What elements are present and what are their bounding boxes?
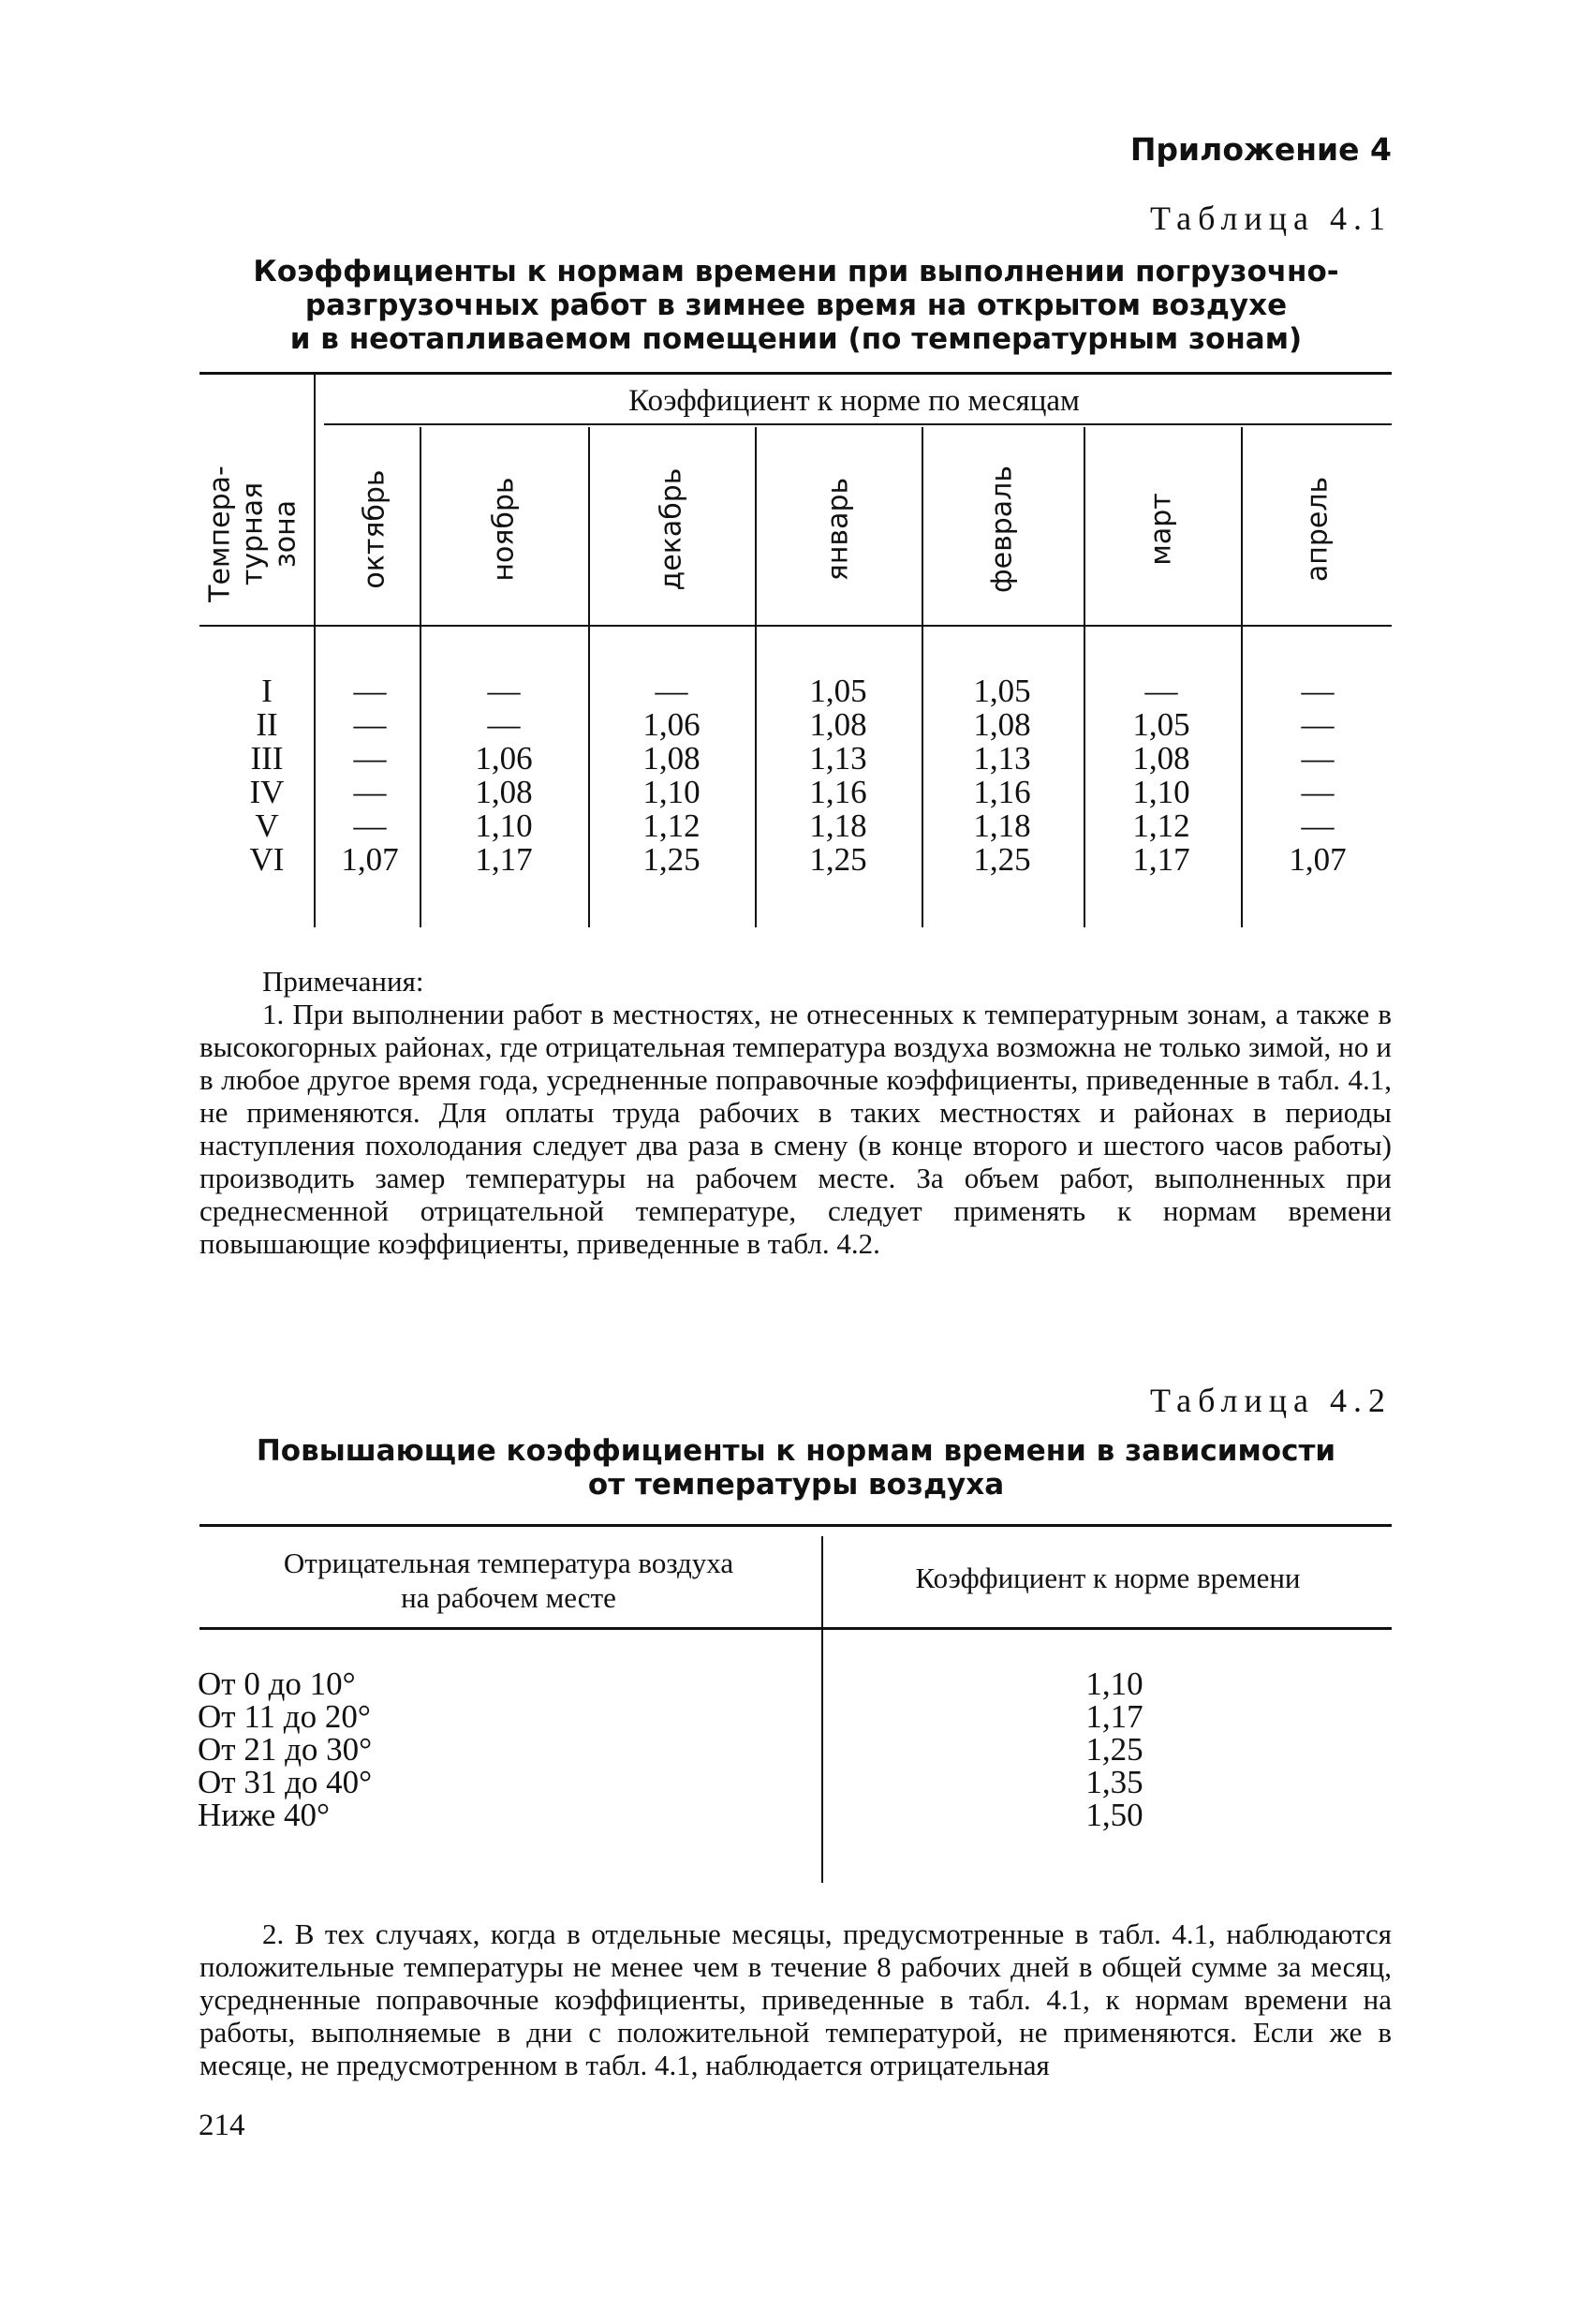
table-4-1-label: Таблица 4.1 <box>1150 200 1392 237</box>
month-header-february: февраль <box>985 465 1019 594</box>
cell: 1,13 <box>809 740 867 777</box>
header-line: на рабочем месте <box>401 1581 616 1614</box>
cell: 1,07 <box>1289 841 1347 878</box>
cell: 1,07 <box>341 841 399 878</box>
cell: 1,10 <box>1132 774 1190 810</box>
coefficient-value: 1,50 <box>1085 1797 1143 1833</box>
march-values <box>1110 674 1213 877</box>
note-1: 1. При выполнении работ в местностях, не отнесенных к температурным зонам, а также в высокогорных районах, где отрицательная температура воздуха возможна не только зимой, но и в любое другое время года, усредненные поправочные коэффициенты, приведенные в табл. 4.1, не применяются. Для оплаты труда рабочих в таких местностях и районах в периоды наступления похолодания следует два раза в смену (в конце второго и шестого часов работы) производить замер температуры на рабочем месте. За объем работ, выполненных при среднесменной отрицательной температуре, следует применять к нормам времени повышающие коэффициенты, приведенные в табл. 4.2. <box>199 998 1392 1260</box>
cell: 1,05 <box>809 673 867 709</box>
cell: 1,08 <box>475 774 533 810</box>
november-values <box>452 674 555 877</box>
cell: 1,08 <box>1132 740 1190 777</box>
cell: — <box>353 740 387 777</box>
december-values <box>620 674 723 877</box>
paragraph-2: 2. В тех случаях, когда в отдельные месяцы, предусмотренные в табл. 4.1, наблюдаются положительные температуры не менее чем в течение 8 рабочих дней в общей сумме за месяц, усредненные поправочные коэффициенты, приведенные в табл. 4.1, к нормам времени на работы, выполняемые в дни с положительной температурой, не применяются. Если же в месяце, не предусмотренном в табл. 4.1, наблюдается отрицательная <box>199 1917 1392 2081</box>
cell: 1,06 <box>475 740 533 777</box>
cell: 1,12 <box>642 807 701 844</box>
cell: — <box>655 673 688 709</box>
cell: 1,10 <box>475 807 533 844</box>
zone-label: II <box>256 706 278 743</box>
cell: 1,18 <box>973 807 1031 844</box>
cell: 1,12 <box>1132 807 1190 844</box>
table-4-2-title-line: Повышающие коэффициенты к нормам времени в зависимости <box>256 1434 1336 1468</box>
zone-label: V <box>255 807 279 844</box>
table-4-2-label: Таблица 4.2 <box>1150 1382 1392 1419</box>
coefficient-list <box>1068 1667 1161 1831</box>
cell: 1,10 <box>642 774 701 810</box>
zone-header-line: зона <box>269 499 302 569</box>
temperature-range: От 31 до 40° <box>198 1764 373 1800</box>
cell: — <box>1301 706 1335 743</box>
col-divider <box>755 427 757 927</box>
cell: 1,17 <box>1132 841 1190 878</box>
cell: 1,25 <box>642 841 701 878</box>
cell: 1,08 <box>809 706 867 743</box>
table-4-2-title-line: от температуры воздуха <box>587 1468 1005 1502</box>
group-header-rule <box>324 423 1392 425</box>
cell: 1,08 <box>973 706 1031 743</box>
zone-label: III <box>250 740 284 777</box>
col-divider <box>922 427 923 927</box>
col-divider <box>588 427 590 927</box>
group-header: Коэффициент к норме по месяцам <box>628 384 1080 418</box>
cell: 1,17 <box>475 841 533 878</box>
header-bottom-rule <box>199 1627 1392 1630</box>
temperature-range: От 0 до 10° <box>198 1665 356 1702</box>
cell: 1,16 <box>973 774 1031 810</box>
month-header-december: декабрь <box>655 467 688 591</box>
table-4-1-title <box>201 255 1391 356</box>
col-divider <box>1241 427 1243 927</box>
month-header-october: октябрь <box>358 469 391 589</box>
zone-header-line: турная <box>236 481 270 586</box>
table-top-rule <box>199 372 1392 375</box>
month-header-november: ноябрь <box>487 477 521 582</box>
cell: — <box>1301 740 1335 777</box>
cell: 1,05 <box>1132 706 1190 743</box>
zone-label: I <box>261 673 273 709</box>
coefficient-value: 1,35 <box>1085 1764 1143 1800</box>
coefficient-value: 1,10 <box>1085 1665 1143 1702</box>
appendix-heading: Приложение 4 <box>1129 131 1392 168</box>
cell: 1,05 <box>973 673 1031 709</box>
coefficient-value: 1,17 <box>1085 1698 1143 1735</box>
cell: — <box>1301 673 1335 709</box>
temperature-list <box>198 1667 372 1831</box>
month-header-january: январь <box>821 477 855 582</box>
table-top-rule <box>199 1524 1392 1527</box>
temperature-range: От 21 до 30° <box>198 1731 373 1768</box>
cell: — <box>487 706 521 743</box>
february-values <box>951 674 1054 877</box>
col-divider <box>1084 427 1085 927</box>
cell: — <box>1301 807 1335 844</box>
temperature-range: Ниже 40° <box>198 1797 331 1833</box>
month-header-april: апрель <box>1301 476 1335 583</box>
cell: — <box>1301 774 1335 810</box>
month-header-march: март <box>1144 493 1178 566</box>
zone-label: IV <box>249 774 285 810</box>
cell: — <box>353 774 387 810</box>
table-4-1-title-line: Коэффициенты к нормам времени при выполнении погрузочно- <box>253 255 1339 289</box>
cell: 1,25 <box>973 841 1031 878</box>
cell: 1,25 <box>809 841 867 878</box>
cell: 1,08 <box>642 740 701 777</box>
zone-column-header <box>204 466 302 602</box>
cell: 1,06 <box>642 706 701 743</box>
temperature-range: От 11 до 20° <box>198 1698 371 1735</box>
table-4-1-title-line: и в неотапливаемом помещении (по температурным зонам) <box>289 322 1303 356</box>
january-values <box>787 674 890 877</box>
coefficient-column-header: Коэффициент к норме времени <box>915 1562 1301 1594</box>
table-4-2-title <box>201 1434 1391 1502</box>
header-bottom-rule <box>199 625 1392 627</box>
cell: 1,13 <box>973 740 1031 777</box>
cell: — <box>353 706 387 743</box>
coefficient-value: 1,25 <box>1085 1731 1143 1768</box>
october-values <box>318 674 421 877</box>
page-number: 214 <box>199 2109 245 2142</box>
zone-divider <box>314 375 316 927</box>
zone-list <box>229 674 304 877</box>
cell: — <box>353 673 387 709</box>
notes-heading: Примечания: <box>262 965 424 998</box>
table-4-1-title-line: разгрузочных работ в зимнее время на открытом воздухе <box>304 289 1288 322</box>
temperature-column-header <box>199 1546 818 1615</box>
notes-section <box>199 965 1392 1260</box>
cell: — <box>1144 673 1178 709</box>
cell: 1,18 <box>809 807 867 844</box>
zone-header-line: Темпера- <box>203 466 237 602</box>
cell: 1,16 <box>809 774 867 810</box>
col-divider <box>821 1536 823 1883</box>
cell: — <box>353 807 387 844</box>
cell: — <box>487 673 521 709</box>
header-line: Отрицательная температура воздуха <box>283 1547 734 1579</box>
zone-label: VI <box>249 841 285 878</box>
april-values <box>1266 674 1369 877</box>
